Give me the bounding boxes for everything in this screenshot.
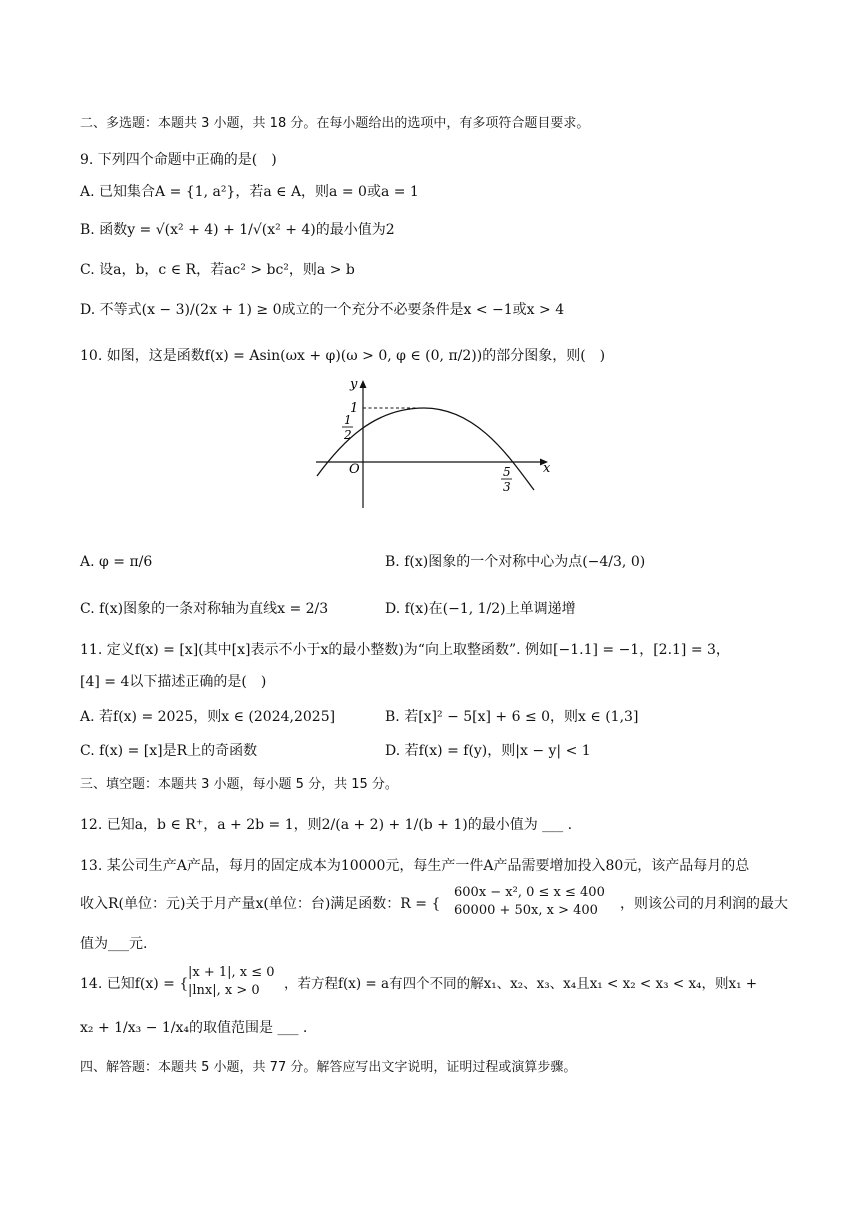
question-10-option-b: B. f(x)图象的一个对称中心为点(−4/3, 0) [385, 554, 646, 570]
question-11-option-b: B. 若[x]² − 5[x] + 6 ≤ 0，则x ∈ (1,3] [385, 709, 639, 725]
origin-label: O [349, 462, 360, 477]
question-14-line2: x₂ + 1/x₃ − 1/x₄的取值范围是 ___ . [80, 1020, 308, 1036]
question-10-option-d: D. f(x)在(−1, 1/2)上单调递增 [385, 601, 576, 617]
section-header-fill-in: 三、填空题：本题共 3 小题，每小题 5 分，共 15 分。 [80, 777, 398, 792]
question-11-option-a: A. 若f(x) = 2025，则x ∈ (2024,2025] [80, 709, 336, 725]
half-label-numerator: 1 [344, 413, 352, 427]
question-11-option-d: D. 若f(x) = f(y)，则|x − y| < 1 [385, 743, 591, 759]
question-10-option-c: C. f(x)图象的一条对称轴为直线x = 2/3 [80, 601, 329, 617]
question-11-stem-line1: 11. 定义f(x) = [x](其中[x]表示不小于x的最小整数)为“向上取整函数”. 例如[−1.1] = −1，[2.1] = 3， [80, 642, 730, 658]
question-14-line1-start: 14. 已知f(x) = { [80, 976, 189, 992]
half-label-denominator: 2 [344, 428, 352, 442]
max-value-label: 1 [350, 401, 359, 416]
root-label-numerator: 5 [503, 465, 511, 479]
root-label-denominator: 3 [503, 480, 511, 494]
question-13-line2-end: ，则该公司的月利润的最大 [620, 896, 788, 912]
question-10-function-graph [312, 372, 562, 512]
question-9-option-b: B. 函数y = √(x² + 4) + 1/√(x² + 4)的最小值为2 [80, 222, 395, 238]
y-axis-label: y [350, 377, 358, 392]
question-14-piecewise-case-2: |lnx|, x > 0 [188, 983, 260, 998]
x-axis-label: x [543, 461, 551, 476]
question-12-text: 12. 已知a，b ∈ R⁺，a + 2b = 1，则2/(a + 2) + 1/(b + 1)的最小值为 ___ . [80, 817, 573, 833]
section-header-multiple-choice: 二、多选题：本题共 3 小题，共 18 分。在每小题给出的选项中，有多项符合题目要求。 [80, 116, 590, 131]
question-9-option-a: A. 已知集合A = {1, a²}，若a ∈ A，则a = 0或a = 1 [80, 184, 419, 200]
question-13-line3: 值为___元. [80, 936, 148, 952]
question-9-stem: 9. 下列四个命题中正确的是( ) [80, 152, 277, 168]
question-14-line1-end: ，若方程f(x) = a有四个不同的解x₁、x₂、x₃、x₄且x₁ < x₂ < x₃ < x₄，则x₁ + [284, 976, 758, 992]
y-axis-arrow [360, 380, 367, 388]
question-10-option-a: A. φ = π/6 [80, 554, 153, 570]
question-11-option-c: C. f(x) = [x]是R上的奇函数 [80, 743, 258, 759]
question-13-line2-start: 收入R(单位：元)关于月产量x(单位：台)满足函数：R = { [80, 896, 441, 912]
question-14-piecewise-case-1: |x + 1|, x ≤ 0 [188, 965, 275, 980]
question-13-line1: 13. 某公司生产A产品，每月的固定成本为10000元，每生产一件A产品需要增加投入80元，该产品每月的总 [80, 858, 750, 874]
question-11-stem-line2: [4] = 4以下描述正确的是( ) [80, 674, 267, 690]
question-9-option-c: C. 设a，b，c ∈ R，若ac² > bc²，则a > b [80, 262, 355, 278]
question-9-option-d: D. 不等式(x − 3)/(2x + 1) ≥ 0成立的一个充分不必要条件是x < −1或x > 4 [80, 302, 565, 318]
question-13-piecewise-case-2: 60000 + 50x, x > 400 [454, 903, 598, 918]
question-13-piecewise-case-1: 600x − x², 0 ≤ x ≤ 400 [454, 885, 605, 900]
section-header-answer: 四、解答题：本题共 5 小题，共 77 分。解答应写出文字说明，证明过程或演算步骤。 [80, 1060, 577, 1075]
question-10-stem: 10. 如图，这是函数f(x) = Asin(ωx + φ)(ω > 0, φ ∈ (0, π/2))的部分图象，则( ) [80, 348, 606, 364]
